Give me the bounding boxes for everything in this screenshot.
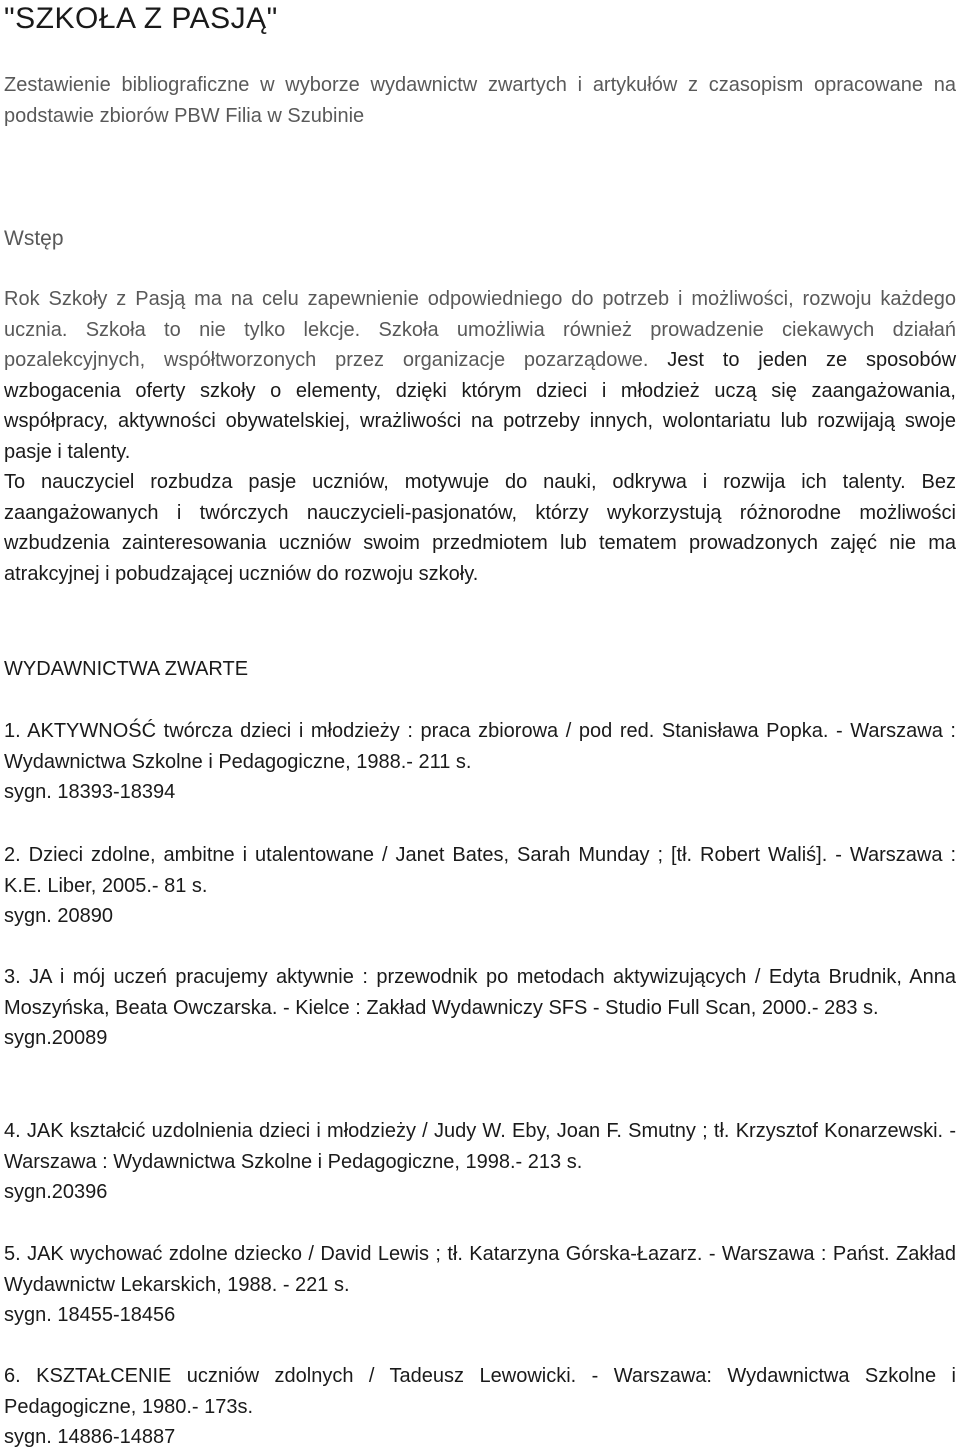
entry-citation: 5. JAK wychować zdolne dziecko / David Lewis ; tł. Katarzyna Górska-Łazarz. - Warszawa : Państ. Zakład Wydawnictw Lekarskich, 1988. - 221 s.: [4, 1243, 956, 1296]
intro-text-part3: To nauczyciel rozbudza pasje uczniów, motywuje do nauki, odkrywa i rozwija ich talenty. Bez zaangażowanych i twórczych nauczycieli-pasjonatów, którzy wykorzystują różnorodne możliwości wzbudzenia zainteresowania uczniów swoim przedmiotem lub tematem prowadzonych zajęć nie ma atrakcyjnej i pobudzającej uczniów do rozwoju szkoły.: [4, 471, 956, 585]
document-subtitle: Zestawienie bibliograficzne w wyborze wydawnictw zwartych i artykułów z czasopism opracowane na podstawie zbiorów PBW Filia w Szubinie: [4, 74, 956, 127]
bibliography-entry: [4, 1116, 956, 1208]
entry-citation: 3. JA i mój uczeń pracujemy aktywnie : przewodnik po metodach aktywizujących / Edyta Brudnik, Anna Moszyńska, Beata Owczarska. - Kielce : Zakład Wydawniczy SFS - Studio Full Scan, 2000.- 283 s.: [4, 966, 956, 1019]
bibliography-entry: [4, 1361, 956, 1453]
intro-text: [4, 284, 956, 589]
bibliography-entry: [4, 716, 956, 808]
entry-shelfmark: sygn. 20890: [4, 905, 113, 927]
entry-citation: 1. AKTYWNOŚĆ twórcza dzieci i młodzieży : praca zbiorowa / pod red. Stanisława Popka. - Warszawa : Wydawnictwa Szkolne i Pedagogiczne, 1988.- 211 s.: [4, 720, 956, 773]
bibliography-entry: [4, 1239, 956, 1331]
entry-citation: 6. KSZTAŁCENIE uczniów zdolnych / Tadeusz Lewowicki. - Warszawa: Wydawnictwa Szkolne i Pedagogiczne, 1980.- 173s.: [4, 1365, 956, 1418]
entry-shelfmark: sygn. 18393-18394: [4, 781, 176, 803]
intro-heading: Wstęp: [4, 227, 64, 250]
bibliography-entry: [4, 962, 956, 1054]
entry-shelfmark: sygn.20089: [4, 1027, 108, 1049]
entry-shelfmark: sygn. 14886-14887: [4, 1426, 176, 1448]
entry-citation: 4. JAK kształcić uzdolnienia dzieci i młodzieży / Judy W. Eby, Joan F. Smutny ; tł. Krzysztof Konarzewski. - Warszawa : Wydawnictwa Szkolne i Pedagogiczne, 1998.- 213 s.: [4, 1120, 956, 1173]
section-heading: WYDAWNICTWA ZWARTE: [4, 658, 249, 680]
bibliography-entry: [4, 840, 956, 932]
entry-shelfmark: sygn. 18455-18456: [4, 1304, 176, 1326]
intro-text-part2: Jest to jeden ze sposobów wzbogacenia oferty szkoły o elementy, dzięki którym dzieci i młodzież uczą się zaangażowania, współpracy, aktywności obywatelskiej, wrażliwości na potrzeby innych, wolontariatu lub rozwijają swoje pasje i talenty.: [4, 349, 957, 463]
intro-text-part1: Rok Szkoły z Pasją ma na celu zapewnienie odpowiedniego do potrzeb i możliwości, rozwoju każdego ucznia. Szkoła to nie tylko lekcje. Szkoła umożliwia również prowadzenie ciekawych działań pozalekcyjnych, współtworzonych przez organizacje pozarządowe.: [4, 288, 956, 371]
entry-shelfmark: sygn.20396: [4, 1181, 108, 1203]
entry-citation: 2. Dzieci zdolne, ambitne i utalentowane / Janet Bates, Sarah Munday ; [tł. Robert Waliś]. - Warszawa : K.E. Liber, 2005.- 81 s.: [4, 844, 956, 897]
document-title: "SZKOŁA Z PASJĄ": [4, 2, 278, 35]
